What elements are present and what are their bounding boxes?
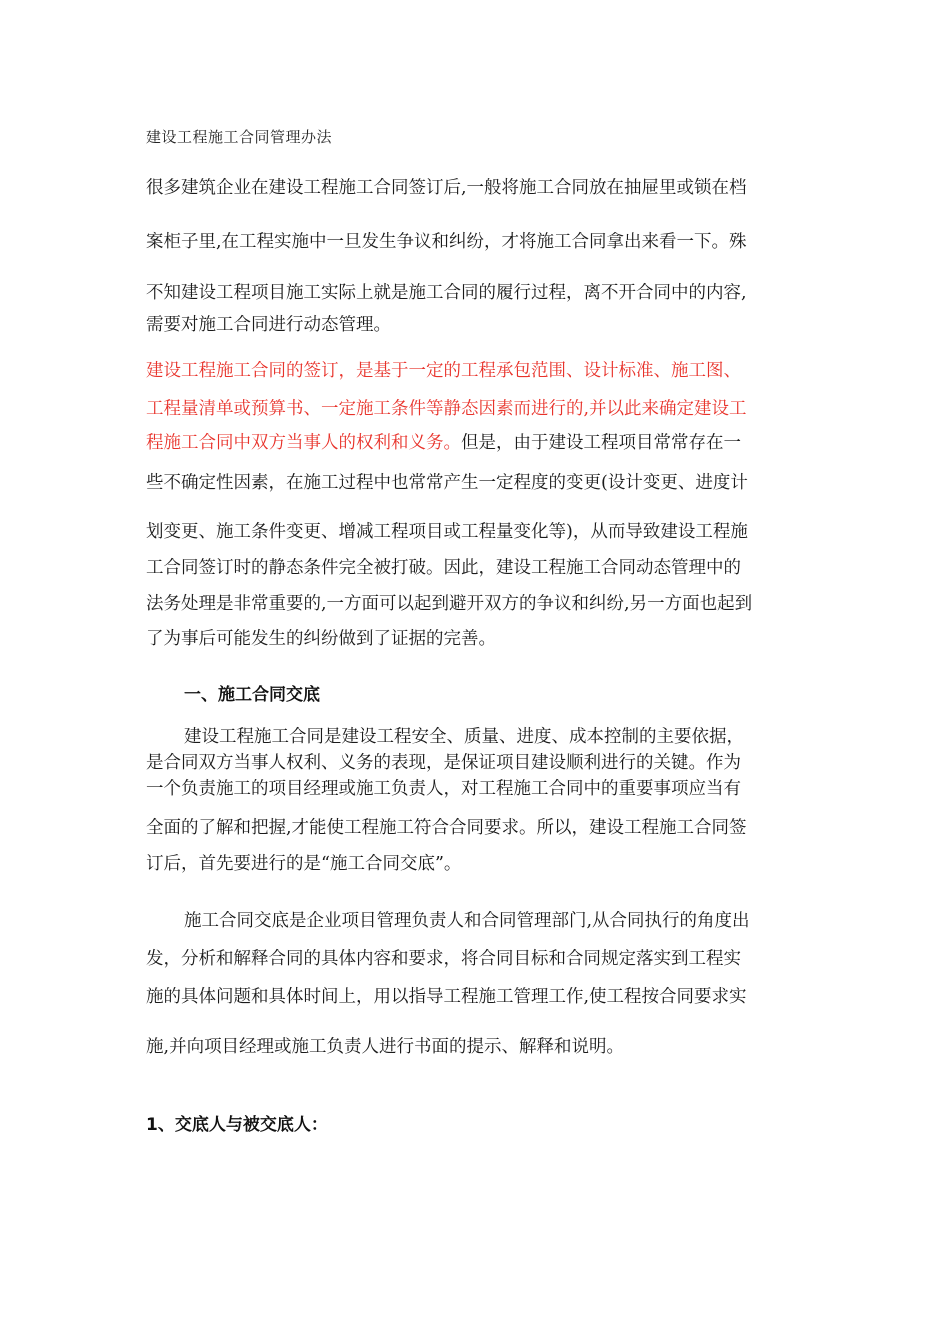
text-line: 一个负责施工的项目经理或施工负责人，对工程施工合同中的重要事项应当有: [146, 779, 741, 799]
text-line: 发，分析和解释合同的具体内容和要求，将合同目标和合同规定落实到工程实: [146, 949, 741, 969]
text-line: 建设工程施工合同是建设工程安全、质量、进度、成本控制的主要依据，: [184, 727, 744, 747]
mixed-text-line: [146, 431, 741, 455]
text-line: 些不确定性因素，在施工过程中也常常产生一定程度的变更(设计变更、进度计: [146, 473, 748, 493]
text-line: 订后，首先要进行的是“施工合同交底”。: [146, 854, 462, 874]
section-heading: 一、施工合同交底: [184, 685, 320, 705]
highlighted-text-line: 工程量清单或预算书、一定施工条件等静态因素而进行的,并以此来确定建设工: [146, 399, 747, 419]
text-line: 是合同双方当事人权利、义务的表现，是保证项目建设顺利进行的关键。作为: [146, 753, 741, 773]
text-segment: 但是，由于建设工程项目常常存在一: [461, 433, 741, 453]
text-line: 施,并向项目经理或施工负责人进行书面的提示、解释和说明。: [146, 1037, 625, 1057]
text-line: 不知建设工程项目施工实际上就是施工合同的履行过程，离不开合同中的内容,: [146, 283, 747, 303]
text-line: 施的具体问题和具体时间上，用以指导工程施工管理工作,使工程按合同要求实: [146, 987, 747, 1007]
highlighted-text: 程施工合同中双方当事人的权利和义务。: [146, 433, 461, 453]
text-line: 案柜子里,在工程实施中一旦发生争议和纠纷，才将施工合同拿出来看一下。殊: [146, 232, 747, 252]
text-line: 了为事后可能发生的纠纷做到了证据的完善。: [146, 629, 496, 649]
document-title: 建设工程施工合同管理办法: [146, 128, 333, 146]
text-line: 施工合同交底是企业项目管理负责人和合同管理部门,从合同执行的角度出: [184, 911, 750, 931]
text-line: 法务处理是非常重要的,一方面可以起到避开双方的争议和纠纷,另一方面也起到: [146, 594, 753, 614]
text-line: 很多建筑企业在建设工程施工合同签订后,一般将施工合同放在抽屉里或锁在档: [146, 178, 747, 198]
subsection-heading: 1、交底人与被交底人：: [146, 1115, 328, 1135]
text-line: 划变更、施工条件变更、增减工程项目或工程量变化等)，从而导致建设工程施: [146, 522, 748, 542]
highlighted-text-line: 建设工程施工合同的签订，是基于一定的工程承包范围、设计标准、施工图、: [146, 361, 741, 381]
text-line: 需要对施工合同进行动态管理。: [146, 315, 391, 335]
text-line: 工合同签订时的静态条件完全被打破。因此，建设工程施工合同动态管理中的: [146, 558, 741, 578]
text-line: 全面的了解和把握,才能使工程施工符合合同要求。所以，建设工程施工合同签: [146, 818, 747, 838]
